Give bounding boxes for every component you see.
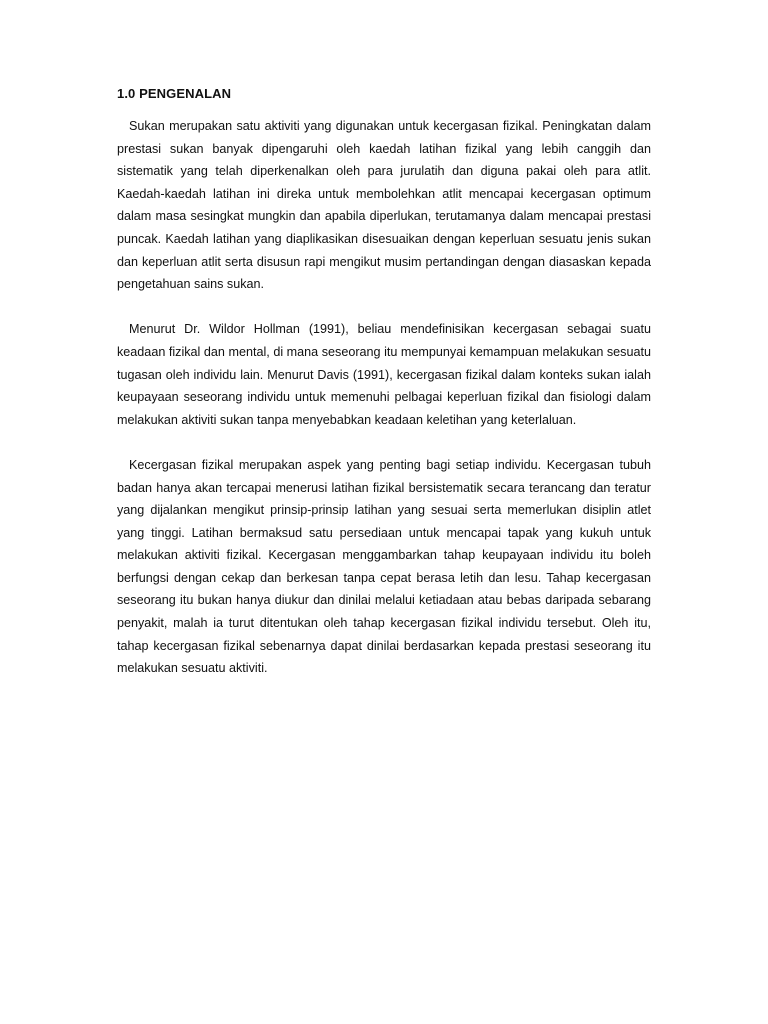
paragraph-introduction: Sukan merupakan satu aktiviti yang digunakan untuk kecergasan fizikal. Peningkatan dalam prestasi sukan banyak dipengaruhi oleh kaedah latihan fizikal yang lebih canggih dan sistematik yang telah diperkenalkan oleh para jurulatih dan diguna pakai oleh para atlit. Kaedah-kaedah latihan ini direka untuk membolehkan atlit mencapai kecergasan optimum dalam masa sesingkat mungkin dan apabila diperlukan, terutamanya dalam mencapai prestasi puncak. Kaedah latihan yang diaplikasikan disesuaikan dengan keperluan sesuatu jenis sukan dan keperluan atlit serta disusun rapi mengikut musim pertandingan dengan diasaskan kepada pengetahuan sains sukan. <box>117 119 651 292</box>
paragraph-definition: Menurut Dr. Wildor Hollman (1991), beliau mendefinisikan kecergasan sebagai suatu keadaan fizikal dan mental, di mana seseorang itu mempunyai kemampuan melakukan sesuatu tugasan oleh individu lain. Menurut Davis (1991), kecergasan fizikal dalam konteks sukan ialah keupayaan seseorang individu untuk memenuhi pelbagai keperluan fizikal dan fisiologi dalam melakukan aktiviti sukan tanpa menyebabkan keadaan keletihan yang keterlaluan. <box>117 322 651 427</box>
section-heading: 1.0 PENGENALAN <box>117 86 232 101</box>
paragraph-importance: Kecergasan fizikal merupakan aspek yang penting bagi setiap individu. Kecergasan tubuh badan hanya akan tercapai menerusi latihan fizikal bersistematik secara terancang dan teratur yang dijalankan mengikut prinsip-prinsip latihan yang sesuai serta memerlukan disiplin atlet yang tinggi. Latihan bermaksud satu persediaan untuk mencapai tapak yang kukuh untuk melakukan aktiviti fizikal. Kecergasan menggambarkan tahap keupayaan individu itu boleh berfungsi dengan cekap dan berkesan tanpa cepat berasa letih dan lesu. Tahap kecergasan seseorang itu bukan hanya diukur dan dinilai melalui ketiadaan atau bebas daripada sebarang penyakit, malah ia turut ditentukan oleh tahap kecergasan fizikal individu tersebut. Oleh itu, tahap kecergasan fizikal sebenarnya dapat dinilai berdasarkan kepada prestasi seseorang itu melakukan sesuatu aktiviti. <box>117 457 651 676</box>
document-page <box>117 86 651 702</box>
